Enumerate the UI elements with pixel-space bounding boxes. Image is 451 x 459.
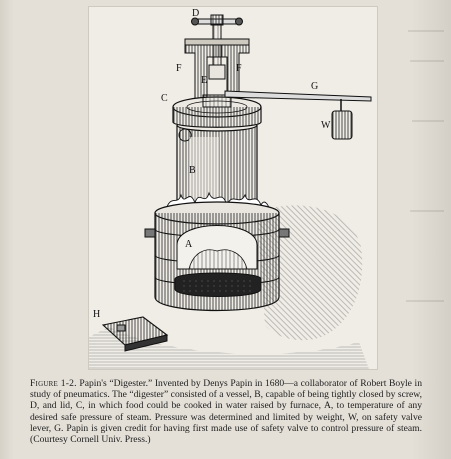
label-h: H bbox=[93, 309, 101, 320]
label-e: E bbox=[201, 75, 208, 86]
bleed-through-line bbox=[408, 30, 444, 32]
label-g: G bbox=[311, 81, 319, 92]
page-edge-left bbox=[0, 0, 14, 459]
caption-label: Figure 1-2. bbox=[30, 378, 77, 389]
digester-illustration bbox=[88, 6, 378, 370]
weight-w bbox=[332, 111, 352, 139]
label-d: D bbox=[192, 8, 200, 19]
digester-engraving bbox=[89, 7, 377, 369]
figure-caption bbox=[30, 378, 422, 445]
bleed-through-line bbox=[406, 300, 444, 302]
bleed-through-line bbox=[412, 120, 444, 122]
label-c: C bbox=[161, 93, 168, 104]
label-a: A bbox=[185, 239, 193, 250]
caption-text: Papin's “Digester.” Invented by Denys Papin in 1680—a collaborator of Robert Boyle in study of pneumatics. The “digester” consisted of a vessel, B, capable of being tightly closed by screw, D, and lid, C, in which food could be cooked in water raised by furnace, A, to temperature of any desired safe pressure of steam. Pressure was determined and limited by weight, W, on safety valve lever, G. Papin is given credit for having first made use of safety valve to control pressure of steam. (Courtesy Cornell Univ. Press.) bbox=[30, 378, 423, 446]
bleed-through-line bbox=[410, 210, 444, 212]
bleed-through-line bbox=[410, 60, 444, 62]
label-f-left: F bbox=[176, 63, 182, 74]
label-f-right: F bbox=[236, 63, 242, 74]
label-w: W bbox=[321, 120, 331, 131]
furnace-a bbox=[145, 202, 289, 311]
label-b: B bbox=[189, 165, 196, 176]
